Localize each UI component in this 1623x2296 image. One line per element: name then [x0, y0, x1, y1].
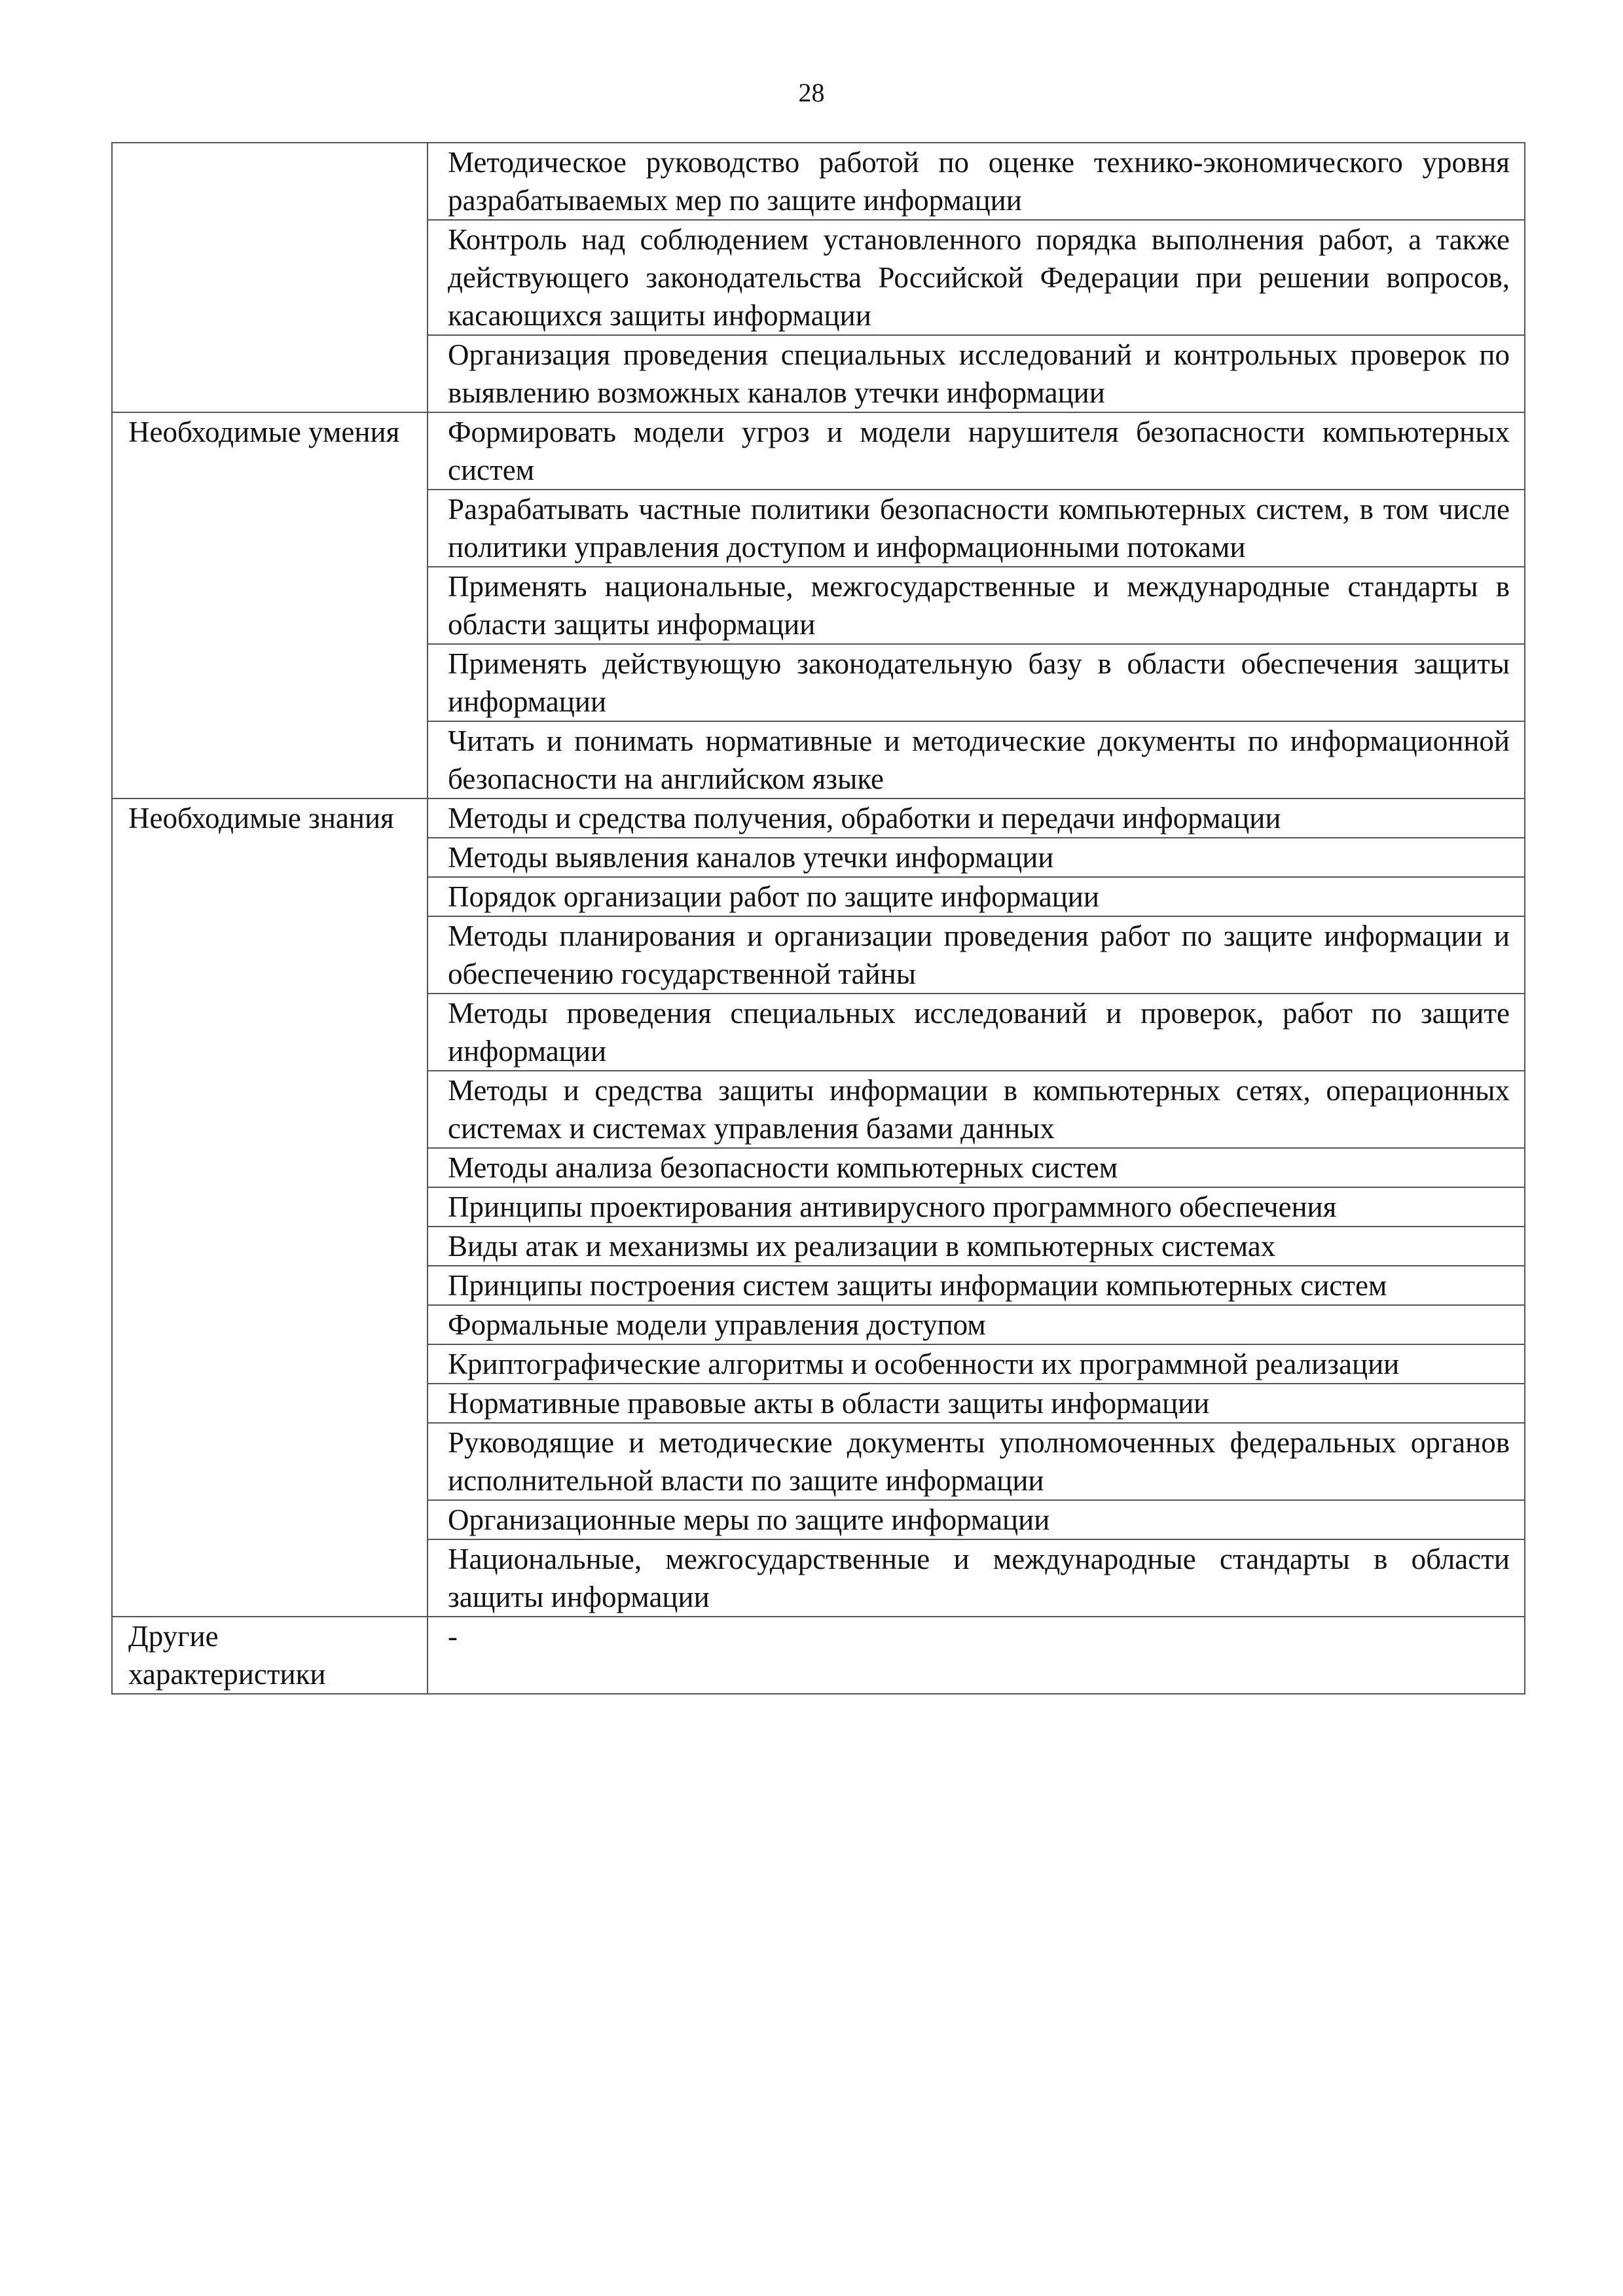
- page-number: 28: [798, 78, 825, 107]
- table-row: [112, 412, 1525, 490]
- skill-item: Читать и понимать нормативные и методические документы по информационной безопасности на английском языке: [428, 721, 1525, 798]
- empty-label-cell: [112, 143, 428, 412]
- table-row: [112, 143, 1525, 220]
- skill-item: Применять действующую законодательную базу в области обеспечения защиты информации: [428, 644, 1525, 721]
- qualification-table: [111, 142, 1525, 1695]
- knowledge-item: Методы и средства получения, обработки и передачи информации: [428, 798, 1525, 838]
- continuation-item: Контроль над соблюдением установленного порядка выполнения работ, а также действующего законодательства Российской Федерации при решении вопросов, касающихся защиты информации: [428, 220, 1525, 335]
- knowledge-item: Виды атак и механизмы их реализации в компьютерных системах: [428, 1227, 1525, 1266]
- knowledge-item: Организационные меры по защите информации: [428, 1500, 1525, 1539]
- knowledge-item: Методы анализа безопасности компьютерных систем: [428, 1148, 1525, 1187]
- knowledge-item: Нормативные правовые акты в области защиты информации: [428, 1384, 1525, 1423]
- other-value: -: [428, 1617, 1525, 1694]
- knowledge-label: Необходимые знания: [112, 798, 428, 1617]
- table-row: [112, 798, 1525, 838]
- knowledge-item: Формальные модели управления доступом: [428, 1305, 1525, 1344]
- knowledge-item: Методы выявления каналов утечки информации: [428, 838, 1525, 877]
- knowledge-item: Национальные, межгосударственные и международные стандарты в области защиты информации: [428, 1539, 1525, 1617]
- other-label: Другие характеристики: [112, 1617, 428, 1694]
- continuation-item: Методическое руководство работой по оценке технико-экономического уровня разрабатываемых мер по защите информации: [428, 143, 1525, 220]
- knowledge-item: Порядок организации работ по защите информации: [428, 877, 1525, 916]
- table-row: [112, 1617, 1525, 1694]
- knowledge-item: Методы проведения специальных исследований и проверок, работ по защите информации: [428, 994, 1525, 1071]
- knowledge-item: Криптографические алгоритмы и особенности их программной реализации: [428, 1344, 1525, 1384]
- skill-item: Формировать модели угроз и модели нарушителя безопасности компьютерных систем: [428, 412, 1525, 490]
- skill-item: Применять национальные, межгосударственные и международные стандарты в области защиты информации: [428, 567, 1525, 644]
- knowledge-item: Руководящие и методические документы уполномоченных федеральных органов исполнительной власти по защите информации: [428, 1423, 1525, 1500]
- knowledge-item: Методы и средства защиты информации в компьютерных сетях, операционных системах и системах управления базами данных: [428, 1071, 1525, 1148]
- skill-item: Разрабатывать частные политики безопасности компьютерных систем, в том числе политики управления доступом и информационными потоками: [428, 490, 1525, 567]
- knowledge-item: Методы планирования и организации проведения работ по защите информации и обеспечению государственной тайны: [428, 916, 1525, 994]
- continuation-item: Организация проведения специальных исследований и контрольных проверок по выявлению возможных каналов утечки информации: [428, 335, 1525, 412]
- knowledge-item: Принципы проектирования антивирусного программного обеспечения: [428, 1187, 1525, 1227]
- knowledge-item: Принципы построения систем защиты информации компьютерных систем: [428, 1266, 1525, 1305]
- skills-label: Необходимые умения: [112, 412, 428, 798]
